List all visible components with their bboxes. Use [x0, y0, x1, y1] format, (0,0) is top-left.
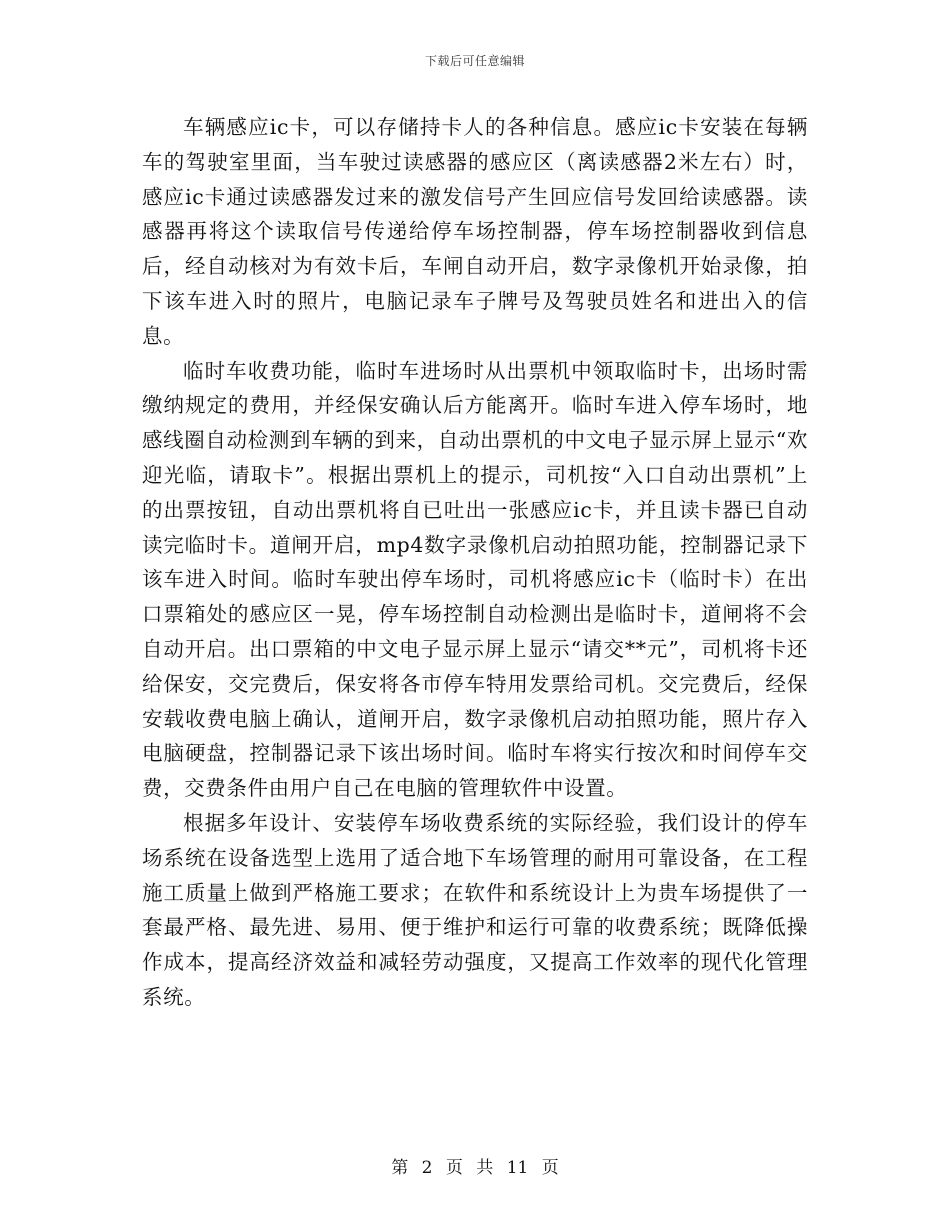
- paragraph-system-design-summary: 根据多年设计、安装停车场收费系统的实际经验，我们设计的停车场系统在设备选型上选用了适合地下车场管理的耐用可靠设备，在工程施工质量上做到严格施工要求；在软件和系统设计上为贵车场提供了一套最严格、最先进、易用、便于维护和运行可靠的收费系统；既降低操作成本，提高经济效益和减轻劳动强度，又提高工作效率的现代化管理系统。: [142, 810, 808, 1009]
- paragraph-vehicle-ic-card: 车辆感应ic卡，可以存储持卡人的各种信息。感应ic卡安装在每辆车的驾驶室里面，当车驶过读感器的感应区（离读感器2米左右）时，感应ic卡通过读感器发过来的激发信号产生回应信号发回给读感器。读感器再将这个读取信号传递给停车场控制器，停车场控制器收到信息后，经自动核对为有效卡后，车闸自动开启，数字录像机开始录像，拍下该车进入时的照片，电脑记录车子牌号及驾驶员姓名和进出入的信息。: [142, 115, 808, 348]
- page-header: 下载后可任意编辑: [424, 54, 525, 68]
- paragraph-temporary-vehicle-fee: 临时车收费功能，临时车进场时从出票机中领取临时卡，出场时需缴纳规定的费用，并经保安确认后方能离开。临时车进入停车场时，地感线圈自动检测到车辆的到来，自动出票机的中文电子显示屏上显示“欢迎光临，请取卡”。根据出票机上的提示，司机按“入口自动出票机”上的出票按钮，自动出票机将自已吐出一张感应ic卡，并且读卡器已自动读完临时卡。道闸开启，mp4数字录像机启动拍照功能，控制器记录下该车进入时间。临时车驶出停车场时，司机将感应ic卡（临时卡）在出口票箱处的感应区一晃，停车场控制自动检测出是临时卡，道闸将不会自动开启。出口票箱的中文电子显示屏上显示“请交**元”，司机将卡还给保安，交完费后，保安将各市停车特用发票给司机。交完费后，经保安载收费电脑上确认，道闸开启，数字录像机启动拍照功能，照片存入电脑硬盘，控制器记录下该出场时间。临时车将实行按次和时间停车交费，交费条件由用户自己在电脑的管理软件中设置。: [142, 358, 808, 801]
- document-body: [142, 110, 808, 1015]
- page-number: 第 2 页 共 11 页: [391, 1158, 559, 1178]
